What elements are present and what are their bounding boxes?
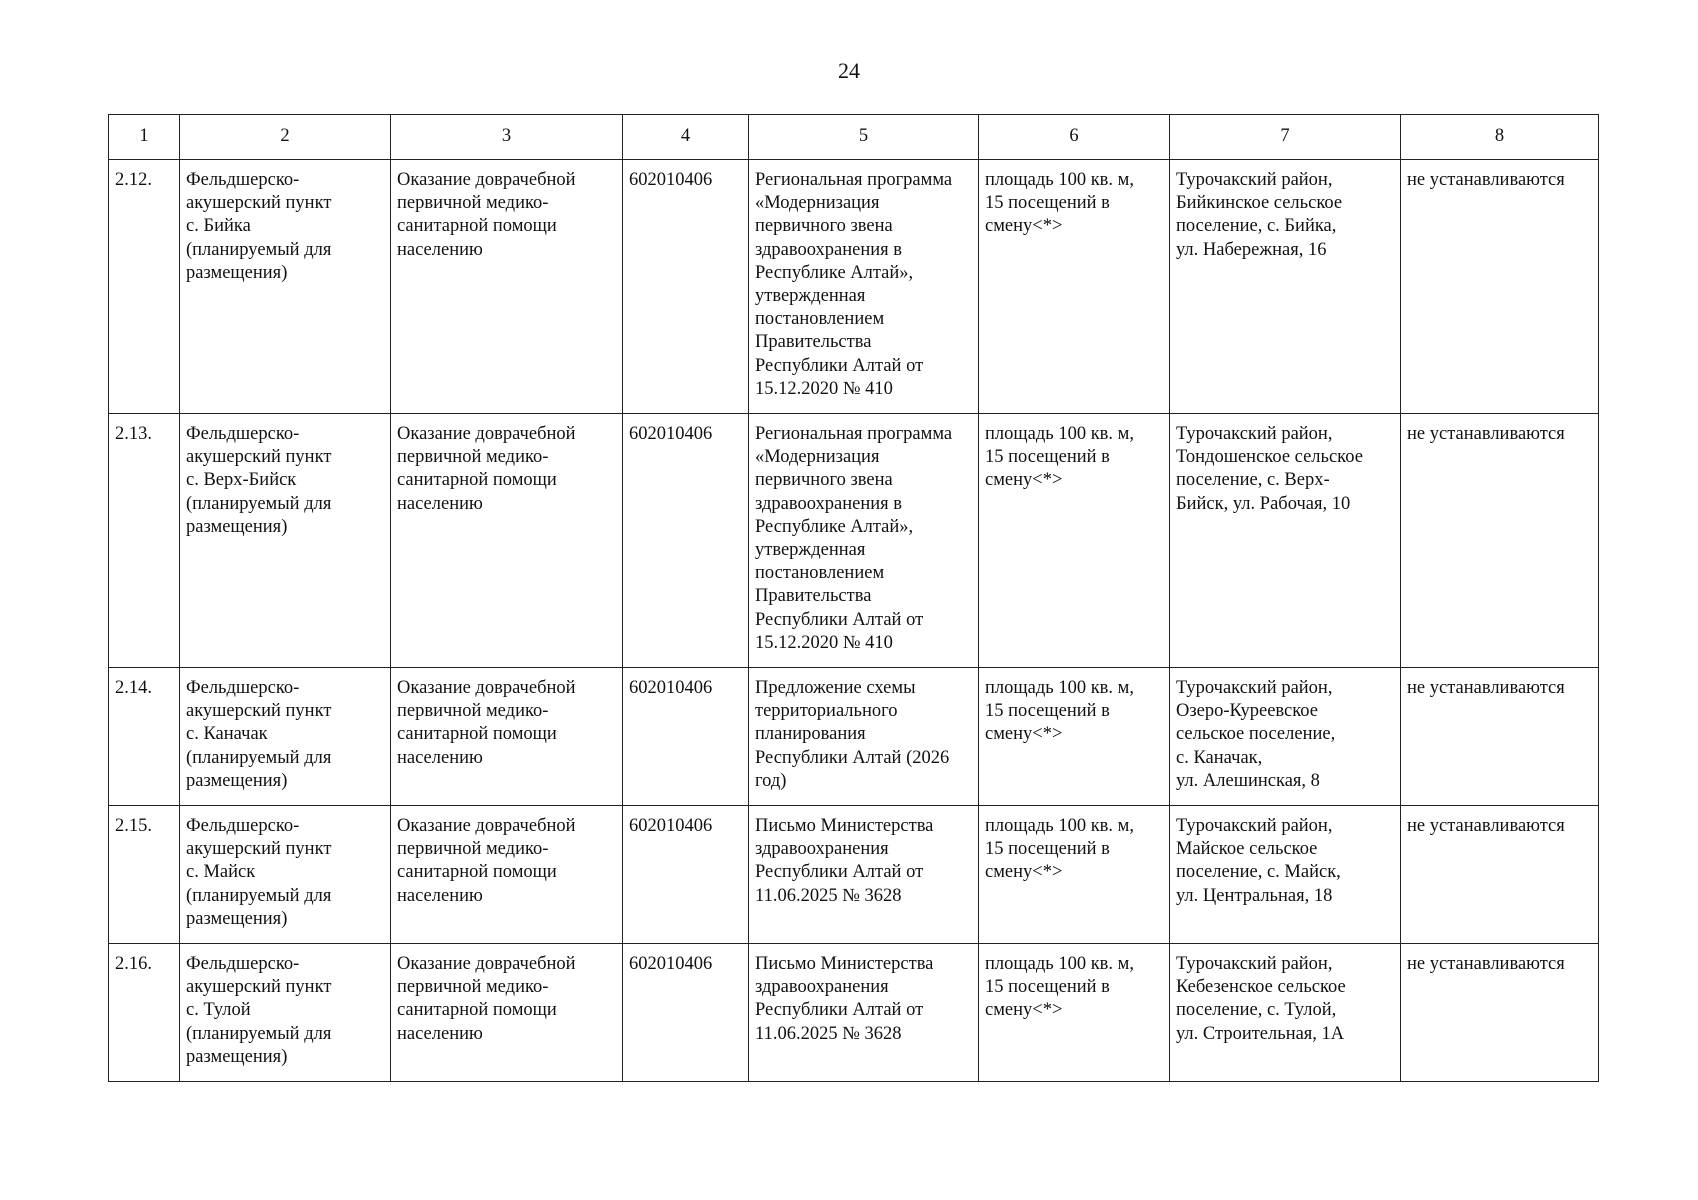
table-header: [109, 115, 1599, 160]
object-zones: не устанавливаются: [1401, 944, 1599, 1082]
object-name: Фельдшерско- акушерский пункт с. Бийка (планируемый для размещения): [180, 160, 391, 414]
object-code: 602010406: [623, 668, 749, 806]
object-location: Турочакский район, Тондошенское сельское поселение, с. Верх- Бийск, ул. Рабочая, 10: [1170, 414, 1401, 668]
object-name: Фельдшерско- акушерский пункт с. Майск (планируемый для размещения): [180, 806, 391, 944]
object-basis: Предложение схемы территориального планирования Республики Алтай (2026 год): [749, 668, 979, 806]
row-number: 2.14.: [109, 668, 180, 806]
object-location: Турочакский район, Майское сельское поселение, с. Майск, ул. Центральная, 18: [1170, 806, 1401, 944]
column-header-3: 3: [391, 115, 623, 160]
column-header-4: 4: [623, 115, 749, 160]
object-parameters: площадь 100 кв. м, 15 посещений в смену<*>: [979, 944, 1170, 1082]
object-purpose: Оказание доврачебной первичной медико- санитарной помощи населению: [391, 806, 623, 944]
object-name: Фельдшерско- акушерский пункт с. Каначак (планируемый для размещения): [180, 668, 391, 806]
object-code: 602010406: [623, 160, 749, 414]
object-parameters: площадь 100 кв. м, 15 посещений в смену<*>: [979, 668, 1170, 806]
object-name: Фельдшерско- акушерский пункт с. Тулой (планируемый для размещения): [180, 944, 391, 1082]
page-number: 24: [838, 58, 860, 83]
object-basis: Региональная программа «Модернизация первичного звена здравоохранения в Республике Алтай», утвержденная постановлением Правительства Республики Алтай от 15.12.2020 № 410: [749, 160, 979, 414]
object-parameters: площадь 100 кв. м, 15 посещений в смену<*>: [979, 160, 1170, 414]
object-location: Турочакский район, Кебезенское сельское поселение, с. Тулой, ул. Строительная, 1А: [1170, 944, 1401, 1082]
row-number: 2.15.: [109, 806, 180, 944]
column-header-6: 6: [979, 115, 1170, 160]
table-row: [109, 806, 1599, 944]
table-body: [109, 160, 1599, 1082]
object-zones: не устанавливаются: [1401, 414, 1599, 668]
column-header-1: 1: [109, 115, 180, 160]
object-code: 602010406: [623, 944, 749, 1082]
row-number: 2.12.: [109, 160, 180, 414]
column-header-8: 8: [1401, 115, 1599, 160]
object-zones: не устанавливаются: [1401, 160, 1599, 414]
object-zones: не устанавливаются: [1401, 668, 1599, 806]
column-header-7: 7: [1170, 115, 1401, 160]
object-code: 602010406: [623, 806, 749, 944]
object-parameters: площадь 100 кв. м, 15 посещений в смену<*>: [979, 806, 1170, 944]
column-header-5: 5: [749, 115, 979, 160]
column-header-2: 2: [180, 115, 391, 160]
object-purpose: Оказание доврачебной первичной медико- санитарной помощи населению: [391, 414, 623, 668]
table-row: [109, 944, 1599, 1082]
row-number: 2.16.: [109, 944, 180, 1082]
header-row: [109, 115, 1599, 160]
object-location: Турочакский район, Бийкинское сельское поселение, с. Бийка, ул. Набережная, 16: [1170, 160, 1401, 414]
object-name: Фельдшерско- акушерский пункт с. Верх-Бийск (планируемый для размещения): [180, 414, 391, 668]
object-purpose: Оказание доврачебной первичной медико- санитарной помощи населению: [391, 160, 623, 414]
object-location: Турочакский район, Озеро-Куреевское сельское поселение, с. Каначак, ул. Алешинская, 8: [1170, 668, 1401, 806]
object-basis: Региональная программа «Модернизация первичного звена здравоохранения в Республике Алтай», утвержденная постановлением Правительства Республики Алтай от 15.12.2020 № 410: [749, 414, 979, 668]
object-zones: не устанавливаются: [1401, 806, 1599, 944]
table-row: [109, 668, 1599, 806]
object-code: 602010406: [623, 414, 749, 668]
table-row: [109, 160, 1599, 414]
row-number: 2.13.: [109, 414, 180, 668]
object-basis: Письмо Министерства здравоохранения Республики Алтай от 11.06.2025 № 3628: [749, 944, 979, 1082]
object-parameters: площадь 100 кв. м, 15 посещений в смену<*>: [979, 414, 1170, 668]
object-basis: Письмо Министерства здравоохранения Республики Алтай от 11.06.2025 № 3628: [749, 806, 979, 944]
objects-table: [108, 114, 1599, 1082]
object-purpose: Оказание доврачебной первичной медико- санитарной помощи населению: [391, 944, 623, 1082]
object-purpose: Оказание доврачебной первичной медико- санитарной помощи населению: [391, 668, 623, 806]
table-row: [109, 414, 1599, 668]
